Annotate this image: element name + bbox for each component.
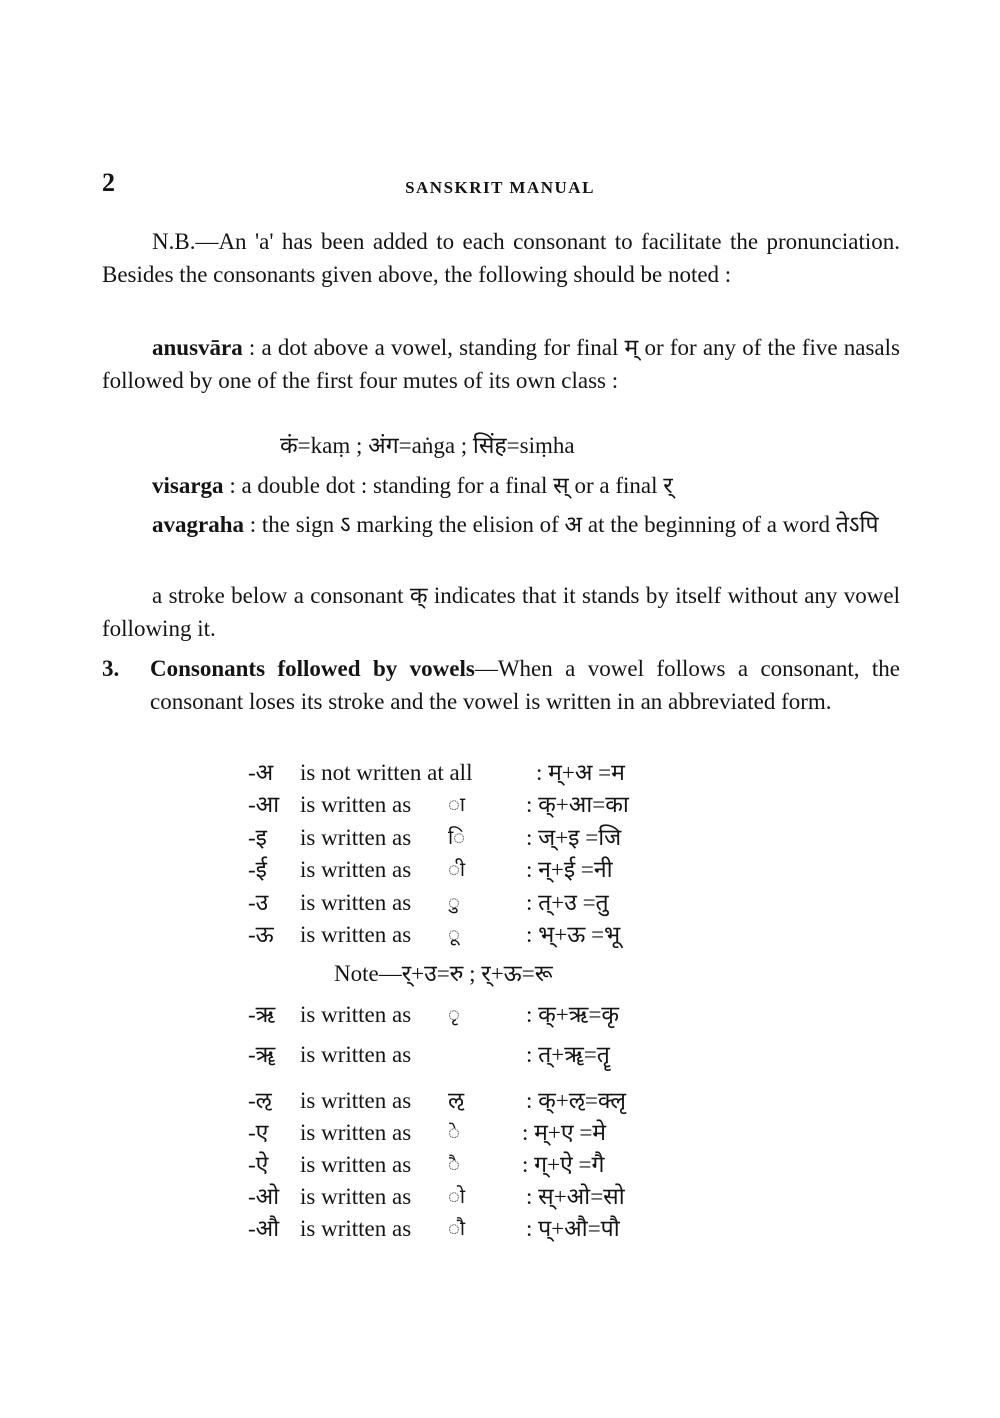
vowel-letter: -उ [248,890,269,915]
vowel-letter: -ॠ [248,1042,276,1067]
anusvara-text: : a dot above a vowel, standing for final म् or for any of the five nasals followed by one of the first four mutes of its own class : [102,335,900,393]
vowel-description: is written as [300,1088,412,1113]
vowel-example: : ज्+इ =जि [526,825,622,850]
vowel-example: : त्+उ =तु [526,890,609,915]
stroke-paragraph [102,580,900,645]
vowel-letter: -ऊ [248,922,274,947]
vowel-sign: ृ [448,1004,460,1026]
section-3 [102,653,900,718]
visarga-text: : a double dot : standing for a final स् or a final र् [223,473,673,498]
nb-paragraph [102,226,900,291]
vowel-description: is written as [300,1120,412,1145]
vowel-sign: ै [448,1154,460,1176]
vowel-example: : स्+ओ=सो [526,1184,625,1209]
vowel-description: is written as [300,857,412,882]
vowel-sign: ा [448,794,466,816]
vowel-example: : न्+ई =नी [526,857,613,882]
vowel-example: : क्+आ=का [526,792,629,817]
vowel-example: : त्+ॠ=तॄ [526,1042,610,1067]
avagraha-text: : the sign ऽ marking the elision of अ at the beginning of a word तेऽपि [244,512,879,537]
anusvara-term: anusvāra [152,335,243,360]
vowel-sign: े [448,1122,460,1144]
vowel-description: is written as [300,922,412,947]
vowel-letter: -ऌ [248,1088,272,1113]
vowel-example: : भ्+ऊ =भू [526,922,621,947]
vowel-letter: -ओ [248,1184,280,1209]
vowel-letter: -ऋ [248,1002,276,1027]
vowel-sign: ु [448,892,460,914]
vowel-example: : प्+औ=पौ [526,1216,620,1241]
vowel-sign: ो [448,1186,466,1208]
vowel-description: is written as [300,1184,412,1209]
vowel-letter: -आ [248,792,280,817]
vowel-example: : ग्+ऐ =गै [522,1152,605,1177]
vowel-description: is not written at all [300,760,473,785]
visarga-term: visarga [152,473,224,498]
nb-text: N.B.—An 'a' has been added to each consonant to facilitate the pronunciation. Besides the consonants given above, the following should be noted : [102,229,900,287]
section-text: —When a vowel follows a consonant, the consonant loses its stroke and the vowel is written in an abbreviated form. [150,656,900,714]
section-heading: Consonants followed by vowels [150,656,475,681]
vowel-letter: -अ [248,760,274,785]
running-head: SANSKRIT MANUAL [405,178,595,197]
page-number: 2 [102,168,115,197]
vowel-sign: ि [448,827,466,849]
vowel-description: is written as [300,890,412,915]
stroke-text: a stroke below a consonant क् indicates that it stands by itself without any vowel following it. [102,583,900,641]
section-number: 3. [102,656,120,681]
vowel-sign: ू [448,924,460,946]
vowel-sign: ी [448,859,466,881]
vowel-example: : क्+ऌ=क्लृ [526,1088,626,1113]
vowel-description: is written as [300,1152,412,1177]
vowel-description: is written as [300,792,412,817]
vowel-description: is written as [300,1042,412,1067]
vowel-description: is written as [300,1002,412,1027]
vowel-letter: -ऐ [248,1152,269,1177]
vowel-example: : म्+ए =मे [522,1120,607,1145]
vowel-letter: -ए [248,1120,269,1145]
vowel-description: is written as [300,1216,412,1241]
vowel-letter: -औ [248,1216,280,1241]
section-body [150,653,900,718]
vowel-sign: ौ [448,1218,466,1240]
visarga-paragraph [102,470,900,503]
avagraha-term: avagraha [152,512,244,537]
vowel-sign: ऌ [448,1088,465,1113]
vowel-example: : म्+अ =म [536,760,625,785]
anusvara-examples: कं=kaṃ ; अंग=aṅga ; सिंह=siṃha [280,433,575,458]
anusvara-paragraph [102,332,900,397]
note-line: Note—र्+उ=रु ; र्+ऊ=रू [334,961,553,986]
avagraha-paragraph [102,509,900,542]
vowel-description: is written as [300,825,412,850]
vowel-letter: -इ [248,825,267,850]
vowel-letter: -ई [248,857,267,882]
vowel-example: : क्+ऋ=कृ [526,1002,620,1027]
